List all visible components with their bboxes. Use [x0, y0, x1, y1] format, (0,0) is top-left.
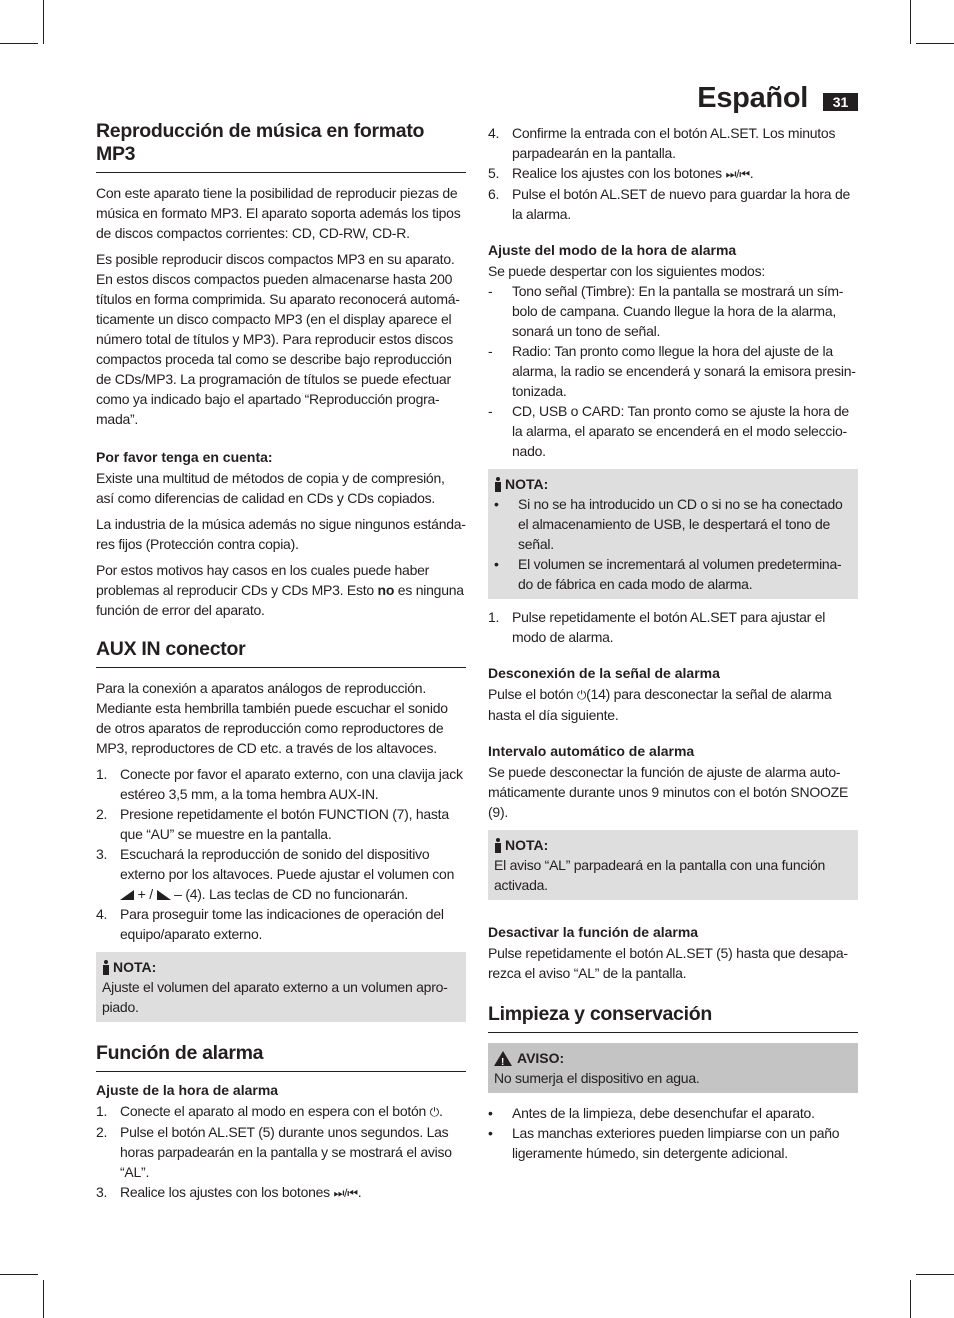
note-box: NOTA: Ajuste el volumen del aparato externo a un volumen apro-piado. — [96, 952, 466, 1022]
mp3-section — [96, 120, 466, 620]
paragraph: Para la conexión a aparatos análogos de reproducción. Mediante esta hembrilla también puede escuchar el sonido de otros aparatos de reproducción como reproductores de MP3, reproductores de CD etc. a través de los altavoces. — [96, 680, 448, 756]
warning-text: No sumerja el dispositivo en agua. — [494, 1070, 700, 1086]
steps-list — [96, 1101, 466, 1203]
paragraph: Con este aparato tiene la posibilidad de reproducir piezas de música en formato MP3. El aparato soporta además los tipos de discos compactos corrientes: CD, CD-RW, CD-R. — [96, 185, 461, 241]
crop-mark — [0, 43, 38, 44]
paragraph: Pulse el botón ⏻(14) para desconectar la señal de alarma hasta el día siguiente. — [488, 686, 832, 723]
crop-mark — [43, 1280, 44, 1318]
section-heading: Limpieza y conservación — [488, 1003, 858, 1033]
section-heading: AUX IN conector — [96, 638, 466, 668]
note-box: NOTA: • Si no se ha introducido un CD o si no se ha conectado el almacenamiento de USB, le despertará el tono de señal. • El volumen se incrementará al volumen predetermina-do de fábrica en cada modo de alarma. — [488, 469, 858, 599]
crop-mark — [43, 0, 44, 44]
aux-section — [96, 638, 466, 1022]
list-item: 1. Pulse repetidamente el botón AL.SET para ajustar el modo de alarma. — [488, 609, 826, 645]
cleaning-section — [488, 1003, 858, 1163]
note-text: Ajuste el volumen del aparato externo a un volumen apro-piado. — [102, 979, 448, 1015]
paragraph: Se puede desconectar la función de ajuste de alarma auto-máticamente durante unos 9 minutos con el botón SNOOZE (9). — [488, 764, 849, 820]
subheading: Desconexión de la señal de alarma — [488, 665, 720, 681]
info-icon — [494, 477, 502, 492]
subheading: Por favor tenga en cuenta: — [96, 449, 273, 465]
steps-list — [96, 764, 466, 944]
crop-mark — [0, 1274, 38, 1275]
subheading: Ajuste de la hora de alarma — [96, 1082, 279, 1098]
skip-icon: ⏭/⏮ — [333, 1186, 358, 1200]
list-item: - Tono señal (Timbre): En la pantalla se mostrará un sím-bolo de campana. Cuando llegue la hora de la alarma, sonará un tono de señal. — [488, 283, 844, 339]
list-item: • Si no se ha introducido un CD o si no se ha conectado el almacenamiento de USB, le despertará el tono de señal. — [494, 496, 843, 552]
list-item: • Antes de la limpieza, debe desenchufar el aparato. — [488, 1105, 815, 1121]
list-item: • El volumen se incrementará al volumen predetermina-do de fábrica en cada modo de alarma. — [494, 556, 842, 592]
skip-icon: ⏭/⏮ — [725, 167, 750, 181]
list-item: 4. Confirme la entrada con el botón AL.SET. Los minutos parpadearán en la pantalla. — [488, 125, 836, 161]
volume-up-icon — [120, 890, 134, 900]
list-item: 1. Conecte por favor el aparato externo, con una clavija jack estéreo 3,5 mm, a la toma hembra AUX-IN. — [96, 766, 463, 802]
warning-box: ! AVISO: No sumerja el dispositivo en agua. — [488, 1043, 858, 1093]
section-heading: Función de alarma — [96, 1042, 466, 1072]
paragraph: La industria de la música además no sigue ningunos estánda-res fijos (Protección contra copia). — [96, 516, 466, 552]
steps-list — [488, 123, 858, 224]
list-item: - CD, USB o CARD: Tan pronto como se ajuste la hora de la alarma, el aparato se encenderá en el modo seleccio-nado. — [488, 403, 849, 459]
section-heading: Reproducción de música en formato MP3 — [96, 120, 466, 173]
list-item: 2. Presione repetidamente el botón FUNCTION (7), hasta que “AU” se muestre en la pantalla. — [96, 806, 449, 842]
info-icon — [102, 960, 110, 975]
list-item: 6. Pulse el botón AL.SET de nuevo para guardar la hora de la alarma. — [488, 186, 851, 222]
paragraph: Existe una multitud de métodos de copia y de compresión, así como diferencias de calidad en CDs y CDs copiados. — [96, 470, 445, 506]
subheading: Desactivar la función de alarma — [488, 924, 699, 940]
list-item: 2. Pulse el botón AL.SET (5) durante unos segundos. Las horas parpadearán en la pantalla y se mostrará el aviso “AL”. — [96, 1124, 452, 1180]
crop-mark — [910, 0, 911, 44]
info-icon — [494, 838, 502, 853]
paragraph: Por estos motivos hay casos en los cuales puede haber problemas al reproducir CDs y CDs MP3. Esto no es ninguna función de error del aparato. — [96, 562, 464, 618]
paragraph: Es posible reproducir discos compactos MP3 en su aparato. En estos discos compactos pueden almacenarse hasta 200 títulos en forma comprimida. Su aparato reconocerá automá-ticamente un disco compacto MP3 (en el display aparece el número total de títulos y MP3). Para reproducir estos discos compactos proceda tal como se describe bajo reproducción de CDs/MP3. La programación de títulos se puede efectuar como ya indicado bajo el apartado “Reproducción progra-mada”. — [96, 251, 460, 427]
cleaning-list — [488, 1103, 858, 1163]
list-item: 3. Escuchará la reproducción de sonido del dispositivo externo por los altavoces. Puede ajustar el volumen con + / – (4). Las teclas de CD no funcionarán. — [96, 846, 455, 902]
power-icon: ⏻ — [576, 688, 587, 702]
alarm-section — [96, 1042, 466, 1203]
crop-mark — [916, 43, 954, 44]
page-number: 31 — [823, 93, 858, 111]
paragraph: Se puede despertar con los siguientes modos: — [488, 263, 765, 279]
note-box: NOTA: El aviso “AL” parpadeará en la pantalla con una función activada. — [488, 830, 858, 900]
list-item: • Las manchas exteriores pueden limpiarse con un paño ligeramente húmedo, sin detergente adicional. — [488, 1125, 840, 1161]
volume-down-icon — [157, 890, 171, 900]
crop-mark — [910, 1280, 911, 1318]
right-column — [488, 123, 858, 1169]
mode-list — [488, 281, 858, 461]
left-column — [96, 120, 466, 1209]
steps-list — [488, 607, 858, 647]
subheading: Ajuste del modo de la hora de alarma — [488, 242, 737, 258]
list-item: 5. Realice los ajustes con los botones ⏭/⏮. — [488, 165, 754, 181]
paragraph: Pulse repetidamente el botón AL.SET (5) hasta que desapa-rezca el aviso “AL” de la pantalla. — [488, 945, 848, 981]
crop-mark — [916, 1274, 954, 1275]
page-language-title: Español — [697, 82, 808, 114]
note-text: El aviso “AL” parpadeará en la pantalla con una función activada. — [494, 857, 826, 893]
list-item: 1. Conecte el aparato al modo en espera con el botón ⏻. — [96, 1103, 443, 1119]
list-item: - Radio: Tan pronto como llegue la hora del ajuste de la alarma, la radio se encenderá y sonará la emisora presin-tonizada. — [488, 343, 856, 399]
list-item: 4. Para proseguir tome las indicaciones de operación del equipo/aparato externo. — [96, 906, 444, 942]
subheading: Intervalo automático de alarma — [488, 743, 695, 759]
warning-icon — [494, 1051, 512, 1066]
power-icon: ⏻ — [429, 1105, 439, 1119]
list-item: 3. Realice los ajustes con los botones ⏭/⏮. — [96, 1184, 362, 1200]
